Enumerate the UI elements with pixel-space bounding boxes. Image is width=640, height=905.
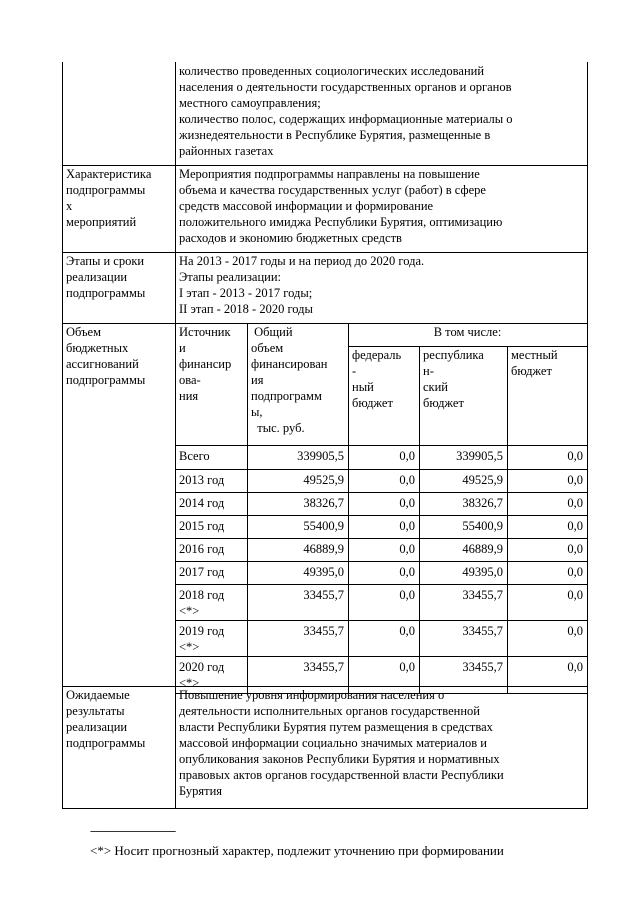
total-cell <box>247 515 349 539</box>
year-line: <*> <box>179 640 200 654</box>
republic-cell <box>419 620 508 657</box>
header-line: ния <box>179 389 199 403</box>
local-cell <box>507 620 588 657</box>
header-line: федераль <box>352 348 402 362</box>
value-text: 0,0 <box>567 588 583 602</box>
text-line: II этап - 2018 - 2020 годы <box>179 302 313 316</box>
year-cell <box>175 469 248 493</box>
value-text: 0,0 <box>567 565 583 579</box>
text-line: деятельности исполнительных органов государственной <box>179 704 480 718</box>
header-line: финансир <box>179 357 232 371</box>
total-cell <box>247 492 349 516</box>
label-line: бюджетных <box>66 341 129 355</box>
year-cell <box>175 620 248 657</box>
value-text: 46889,9 <box>303 542 344 556</box>
local-cell <box>507 584 588 621</box>
row-char-label-cell <box>62 165 176 253</box>
row-results-content-cell <box>175 686 588 809</box>
text-line: средств массовой информации и формирование <box>179 199 434 213</box>
header-line: финансирован <box>251 357 328 371</box>
header-total-cell <box>247 323 349 446</box>
value-text: 49395,0 <box>303 565 344 579</box>
label-line: Характеристика <box>66 167 152 181</box>
header-line: бюджет <box>511 364 552 378</box>
republic-cell <box>419 445 508 470</box>
row-top-content-cell <box>175 62 588 166</box>
value-text: 38326,7 <box>303 496 344 510</box>
header-line: н- <box>423 364 434 378</box>
value-text: 33455,7 <box>462 624 503 638</box>
header-line: и <box>179 341 186 355</box>
value-text: 0,0 <box>567 542 583 556</box>
header-line: ный <box>352 380 374 394</box>
label-line: Этапы и сроки <box>66 254 145 268</box>
label-line: подпрограммы <box>66 736 146 750</box>
label-line: реализации <box>66 720 128 734</box>
republic-cell <box>419 469 508 493</box>
republic-cell <box>419 538 508 562</box>
value-text: 339905,5 <box>297 449 344 463</box>
year-line: 2018 год <box>179 588 225 602</box>
year-cell <box>175 561 248 585</box>
text-line: правовых актов органов государственной власти Республики <box>179 768 504 782</box>
text-line: объема и качества государственных услуг (работ) в сфере <box>179 183 486 197</box>
federal-cell <box>348 561 420 585</box>
header-line: подпрограмм <box>251 389 322 403</box>
header-including-cell <box>348 323 588 347</box>
value-text: 0,0 <box>567 473 583 487</box>
text-line: I этап - 2013 - 2017 годы; <box>179 286 313 300</box>
year-cell <box>175 445 248 470</box>
year-cell <box>175 515 248 539</box>
label-line: подпрограммы <box>66 183 146 197</box>
header-line: ский <box>423 380 448 394</box>
local-cell <box>507 492 588 516</box>
value-text: 38326,7 <box>462 496 503 510</box>
year-line: <*> <box>179 604 200 618</box>
text-line: Бурятия <box>179 784 223 798</box>
value-text: 0,0 <box>567 660 583 674</box>
text-line: На 2013 - 2017 годы и на период до 2020 года. <box>179 254 425 268</box>
federal-cell <box>348 515 420 539</box>
value-text: 49395,0 <box>462 565 503 579</box>
header-line: ия <box>251 373 264 387</box>
republic-cell <box>419 515 508 539</box>
text-line: Повышение уровня информирования населения о <box>179 688 445 702</box>
value-text: 0,0 <box>567 624 583 638</box>
label-line: результаты <box>66 704 125 718</box>
republic-cell <box>419 584 508 621</box>
label-line: Ожидаемые <box>66 688 130 702</box>
total-cell <box>247 538 349 562</box>
value-text: 0,0 <box>399 565 415 579</box>
row-char-content-cell <box>175 165 588 253</box>
total-cell <box>247 620 349 657</box>
value-text: 33455,7 <box>303 660 344 674</box>
header-line: тыс. руб. <box>251 421 305 435</box>
text-line: положительного имиджа Республики Бурятия, оптимизацию <box>179 215 503 229</box>
header-line: республика <box>423 348 484 362</box>
row-results-label-cell <box>62 686 176 809</box>
row-budget-label-cell <box>62 323 176 687</box>
local-cell <box>507 445 588 470</box>
federal-cell <box>348 620 420 657</box>
header-local-cell <box>507 346 588 446</box>
text-line: местного самоуправления; <box>179 96 321 110</box>
value-text: 0,0 <box>399 588 415 602</box>
value-text: 0,0 <box>399 473 415 487</box>
row-stages-label-cell <box>62 252 176 324</box>
header-source-cell <box>175 323 248 446</box>
label-line: подпрограммы <box>66 286 146 300</box>
year-line: 2013 год <box>179 473 225 487</box>
label-line: х <box>66 199 73 213</box>
value-text: 0,0 <box>399 660 415 674</box>
value-text: 0,0 <box>399 624 415 638</box>
text-line: количество полос, содержащих информационные материалы о <box>179 112 513 126</box>
federal-cell <box>348 492 420 516</box>
total-cell <box>247 561 349 585</box>
total-cell <box>247 469 349 493</box>
value-text: 33455,7 <box>303 588 344 602</box>
value-text: 0,0 <box>567 496 583 510</box>
value-text: 49525,9 <box>303 473 344 487</box>
label-line: ассигнований <box>66 357 139 371</box>
header-line: местный <box>511 348 558 362</box>
header-line: бюджет <box>423 396 464 410</box>
year-line: 2016 год <box>179 542 225 556</box>
label-line: реализации <box>66 270 128 284</box>
local-cell <box>507 469 588 493</box>
header-republic-cell <box>419 346 508 446</box>
local-cell <box>507 561 588 585</box>
row-stages-content-cell <box>175 252 588 324</box>
year-line: 2017 год <box>179 565 225 579</box>
value-text: 0,0 <box>399 496 415 510</box>
value-text: 0,0 <box>567 519 583 533</box>
federal-cell <box>348 538 420 562</box>
header-line: - <box>352 364 357 378</box>
value-text: 46889,9 <box>462 542 503 556</box>
value-text: 55400,9 <box>303 519 344 533</box>
local-cell <box>507 538 588 562</box>
republic-cell <box>419 561 508 585</box>
header-line: ова- <box>179 373 201 387</box>
text-line: районных газетах <box>179 144 274 158</box>
local-cell <box>507 515 588 539</box>
row-top-label-cell <box>62 62 176 166</box>
year-line: 2015 год <box>179 519 225 533</box>
text-line: Этапы реализации: <box>179 270 282 284</box>
header-line: В том числе: <box>433 325 502 339</box>
federal-cell <box>348 584 420 621</box>
label-line: Объем <box>66 325 101 339</box>
header-line: бюджет <box>352 396 393 410</box>
year-line: 2014 год <box>179 496 225 510</box>
text-line: массовой информации социально значимых материалов и <box>179 736 487 750</box>
value-text: 0,0 <box>399 519 415 533</box>
value-text: 33455,7 <box>303 624 344 638</box>
header-line: объем <box>251 341 284 355</box>
text-line: Мероприятия подпрограммы направлены на повышение <box>179 167 480 181</box>
total-cell <box>247 445 349 470</box>
header-federal-cell <box>348 346 420 446</box>
total-cell <box>247 584 349 621</box>
value-text: 33455,7 <box>462 660 503 674</box>
federal-cell <box>348 445 420 470</box>
footnote-text: <*> Носит прогнозный характер, подлежит уточнению при формировании <box>90 843 504 858</box>
header-line: ы, <box>251 405 263 419</box>
value-text: 33455,7 <box>462 588 503 602</box>
footnote-separator: -------------------------------- <box>90 825 176 837</box>
text-line: населения о деятельности государственных органов и органов <box>179 80 512 94</box>
value-text: 0,0 <box>399 449 415 463</box>
republic-cell <box>419 492 508 516</box>
text-line: власти Республики Бурятия путем размещения в средствах <box>179 720 493 734</box>
value-text: 339905,5 <box>456 449 503 463</box>
year-cell <box>175 584 248 621</box>
header-line: Источник <box>179 325 231 339</box>
header-line: Общий <box>251 325 293 339</box>
value-text: 0,0 <box>567 449 583 463</box>
year-cell <box>175 538 248 562</box>
year-cell <box>175 492 248 516</box>
label-line: подпрограммы <box>66 373 146 387</box>
value-text: 55400,9 <box>462 519 503 533</box>
label-line: мероприятий <box>66 215 137 229</box>
text-line: жизнедеятельности в Республике Бурятия, размещенные в <box>179 128 491 142</box>
value-text: 49525,9 <box>462 473 503 487</box>
federal-cell <box>348 469 420 493</box>
year-line: 2020 год <box>179 660 225 674</box>
value-text: 0,0 <box>399 542 415 556</box>
year-line: Всего <box>179 449 210 463</box>
year-line: <*> <box>179 676 200 690</box>
text-line: опубликования законов Республики Бурятия и нормативных <box>179 752 500 766</box>
text-line: количество проведенных социологических исследований <box>179 64 485 78</box>
year-line: 2019 год <box>179 624 225 638</box>
text-line: расходов и экономию бюджетных средств <box>179 231 402 245</box>
